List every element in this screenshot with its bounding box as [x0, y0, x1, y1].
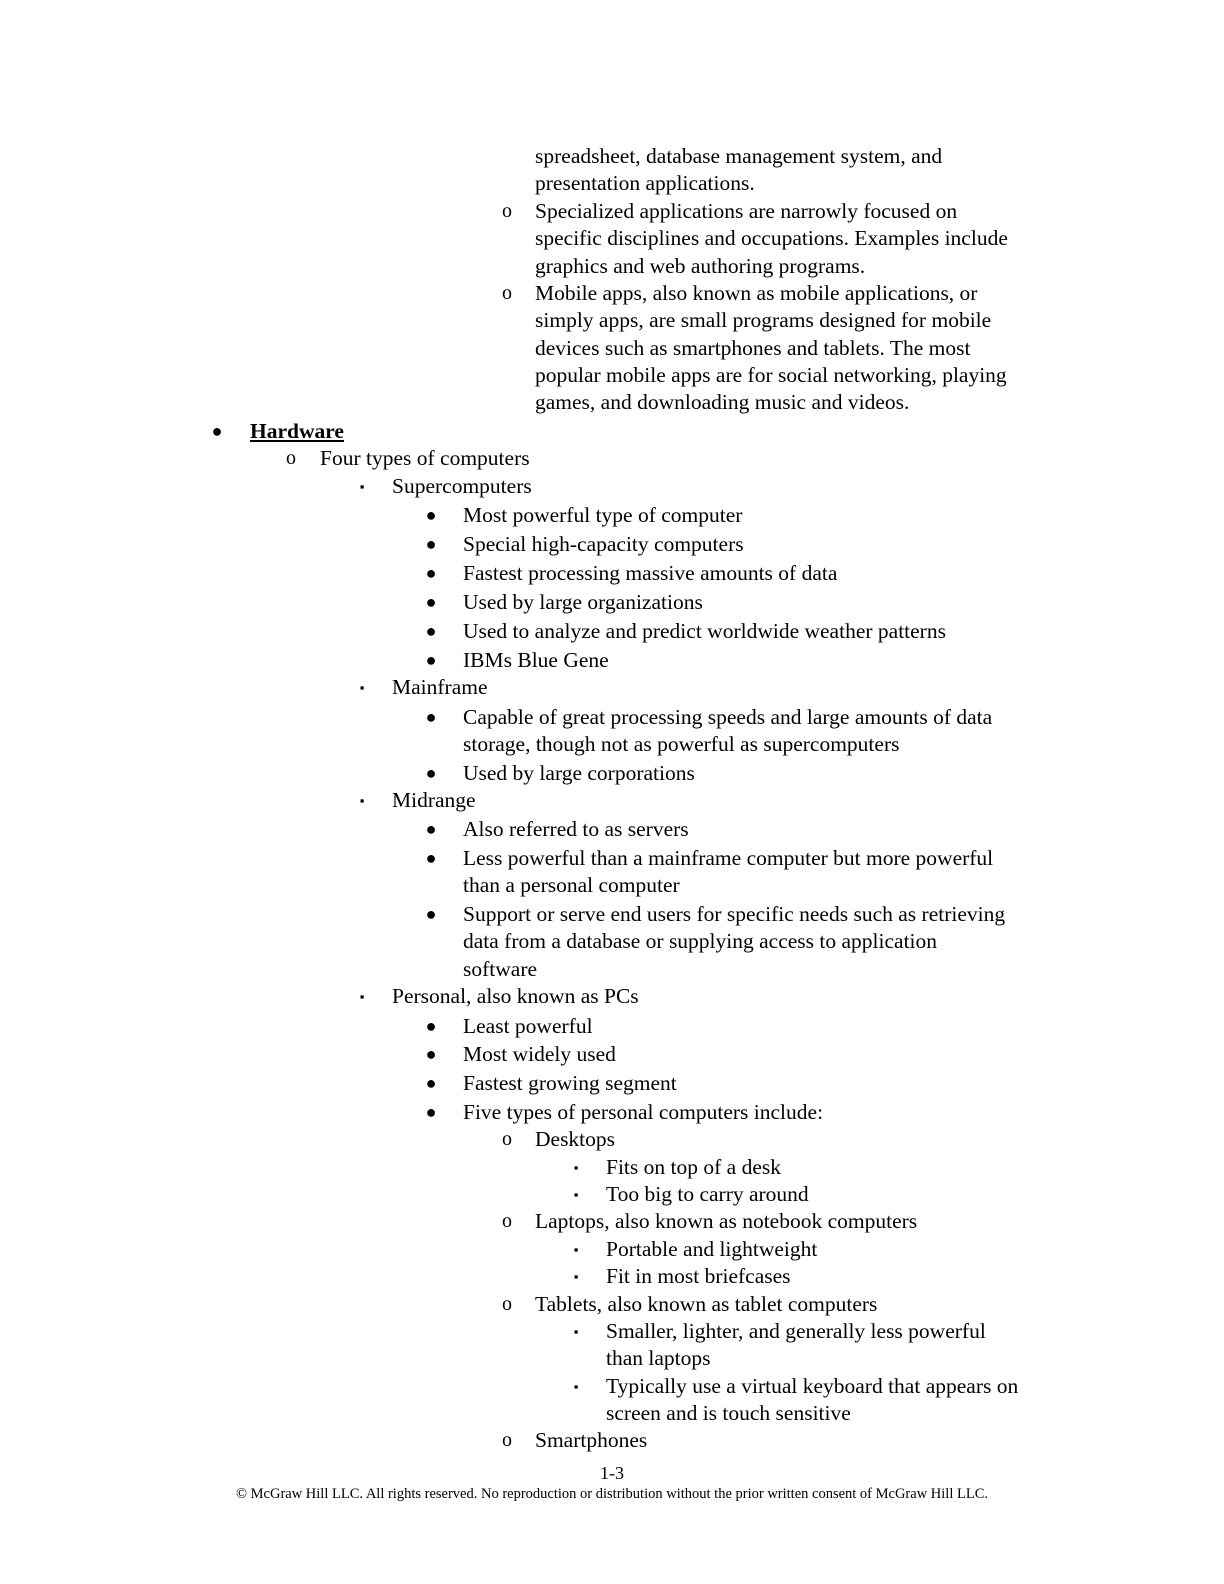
list-item: screen and is touch sensitive: [606, 1401, 851, 1425]
circle-bullet-icon: o: [502, 200, 512, 222]
text-line: Midrange: [392, 788, 476, 812]
dot-bullet-icon: ●: [425, 1102, 437, 1122]
circle-bullet-icon: o: [502, 1128, 512, 1150]
list-item: Fits on top of a desk: [606, 1155, 781, 1179]
text-line: popular mobile apps are for social networking, playing: [535, 363, 1007, 387]
text-line: Desktops: [535, 1127, 616, 1151]
text-line: Four types of computers: [320, 446, 530, 470]
circle-bullet-icon: o: [502, 1210, 512, 1232]
list-item: Fastest growing segment: [463, 1071, 677, 1095]
text-line: simply apps, are small programs designed for mobile: [535, 308, 992, 332]
list-item: Fit in most briefcases: [606, 1264, 791, 1288]
square-bullet-icon: ▪: [573, 1187, 579, 1202]
dot-bullet-icon: ●: [425, 563, 437, 583]
dot-bullet-icon: ●: [425, 505, 437, 525]
list-item: Typically use a virtual keyboard that appears on: [606, 1374, 1019, 1398]
list-item: Support or serve end users for specific needs such as retrieving: [463, 902, 1006, 926]
dot-bullet-icon: ●: [425, 592, 437, 612]
text-line: graphics and web authoring programs.: [535, 254, 866, 278]
list-item: Used to analyze and predict worldwide weather patterns: [463, 619, 946, 643]
copyright-footer: © McGraw Hill LLC. All rights reserved. No reproduction or distribution without the prior written consent of McGraw Hill LLC.: [236, 1486, 988, 1502]
dot-bullet-icon: ●: [425, 650, 437, 670]
text-line: Mainframe: [392, 675, 488, 699]
list-item: than a personal computer: [463, 873, 680, 897]
dot-bullet-icon: ●: [425, 1016, 437, 1036]
square-bullet-icon: ▪: [573, 1160, 579, 1175]
text-line: Laptops, also known as notebook computers: [535, 1209, 918, 1233]
text-line: Supercomputers: [392, 474, 532, 498]
square-bullet-icon: ▪: [359, 680, 365, 695]
list-item: Special high-capacity computers: [463, 532, 744, 556]
list-item: Less powerful than a mainframe computer but more powerful: [463, 846, 994, 870]
text-line: Tablets, also known as tablet computers: [535, 1292, 878, 1316]
circle-bullet-icon: o: [502, 1429, 512, 1451]
circle-bullet-icon: o: [502, 282, 512, 304]
text-line: Specialized applications are narrowly focused on: [535, 199, 958, 223]
page-number: 1-3: [600, 1463, 624, 1483]
list-item: Five types of personal computers include:: [463, 1100, 824, 1124]
dot-bullet-icon: ●: [425, 1073, 437, 1093]
dot-bullet-icon: ●: [425, 707, 437, 727]
square-bullet-icon: ▪: [359, 479, 365, 494]
list-item: software: [463, 957, 538, 981]
dot-bullet-icon: ●: [425, 1044, 437, 1064]
circle-bullet-icon: o: [502, 1293, 512, 1315]
text-line: Personal, also known as PCs: [392, 984, 639, 1008]
list-item: Too big to carry around: [606, 1182, 809, 1206]
text-line: presentation applications.: [535, 171, 755, 195]
text-line: Mobile apps, also known as mobile applications, or: [535, 281, 978, 305]
list-item: storage, though not as powerful as supercomputers: [463, 732, 900, 756]
square-bullet-icon: ▪: [573, 1324, 579, 1339]
list-item: data from a database or supplying access to application: [463, 929, 938, 953]
list-item: Fastest processing massive amounts of data: [463, 561, 838, 585]
list-item: Least powerful: [463, 1014, 593, 1038]
list-item: Portable and lightweight: [606, 1237, 818, 1261]
square-bullet-icon: ▪: [359, 989, 365, 1004]
text-line: spreadsheet, database management system, and: [535, 144, 943, 168]
circle-bullet-icon: o: [286, 447, 296, 469]
dot-bullet-icon: ●: [425, 621, 437, 641]
list-item: Smaller, lighter, and generally less powerful: [606, 1319, 986, 1343]
list-item: Capable of great processing speeds and large amounts of data: [463, 705, 993, 729]
list-item: Also referred to as servers: [463, 817, 689, 841]
square-bullet-icon: ▪: [359, 793, 365, 808]
text-line: Smartphones: [535, 1428, 648, 1452]
square-bullet-icon: ▪: [573, 1242, 579, 1257]
text-line: devices such as smartphones and tablets. The most: [535, 336, 971, 360]
list-item: than laptops: [606, 1346, 711, 1370]
text-line: games, and downloading music and videos.: [535, 390, 910, 414]
square-bullet-icon: ▪: [573, 1269, 579, 1284]
text-line: specific disciplines and occupations. Examples include: [535, 226, 1008, 250]
list-item: IBMs Blue Gene: [463, 648, 609, 672]
dot-bullet-icon: ●: [425, 819, 437, 839]
dot-bullet-icon: ●: [425, 848, 437, 868]
list-item: Used by large corporations: [463, 761, 695, 785]
square-bullet-icon: ▪: [573, 1379, 579, 1394]
list-item: Used by large organizations: [463, 590, 703, 614]
section-heading: Hardware: [250, 419, 344, 443]
dot-bullet-icon: ●: [425, 904, 437, 924]
list-item: Most widely used: [463, 1042, 616, 1066]
list-item: Most powerful type of computer: [463, 503, 743, 527]
dot-bullet-icon: ●: [211, 421, 223, 441]
dot-bullet-icon: ●: [425, 763, 437, 783]
dot-bullet-icon: ●: [425, 534, 437, 554]
